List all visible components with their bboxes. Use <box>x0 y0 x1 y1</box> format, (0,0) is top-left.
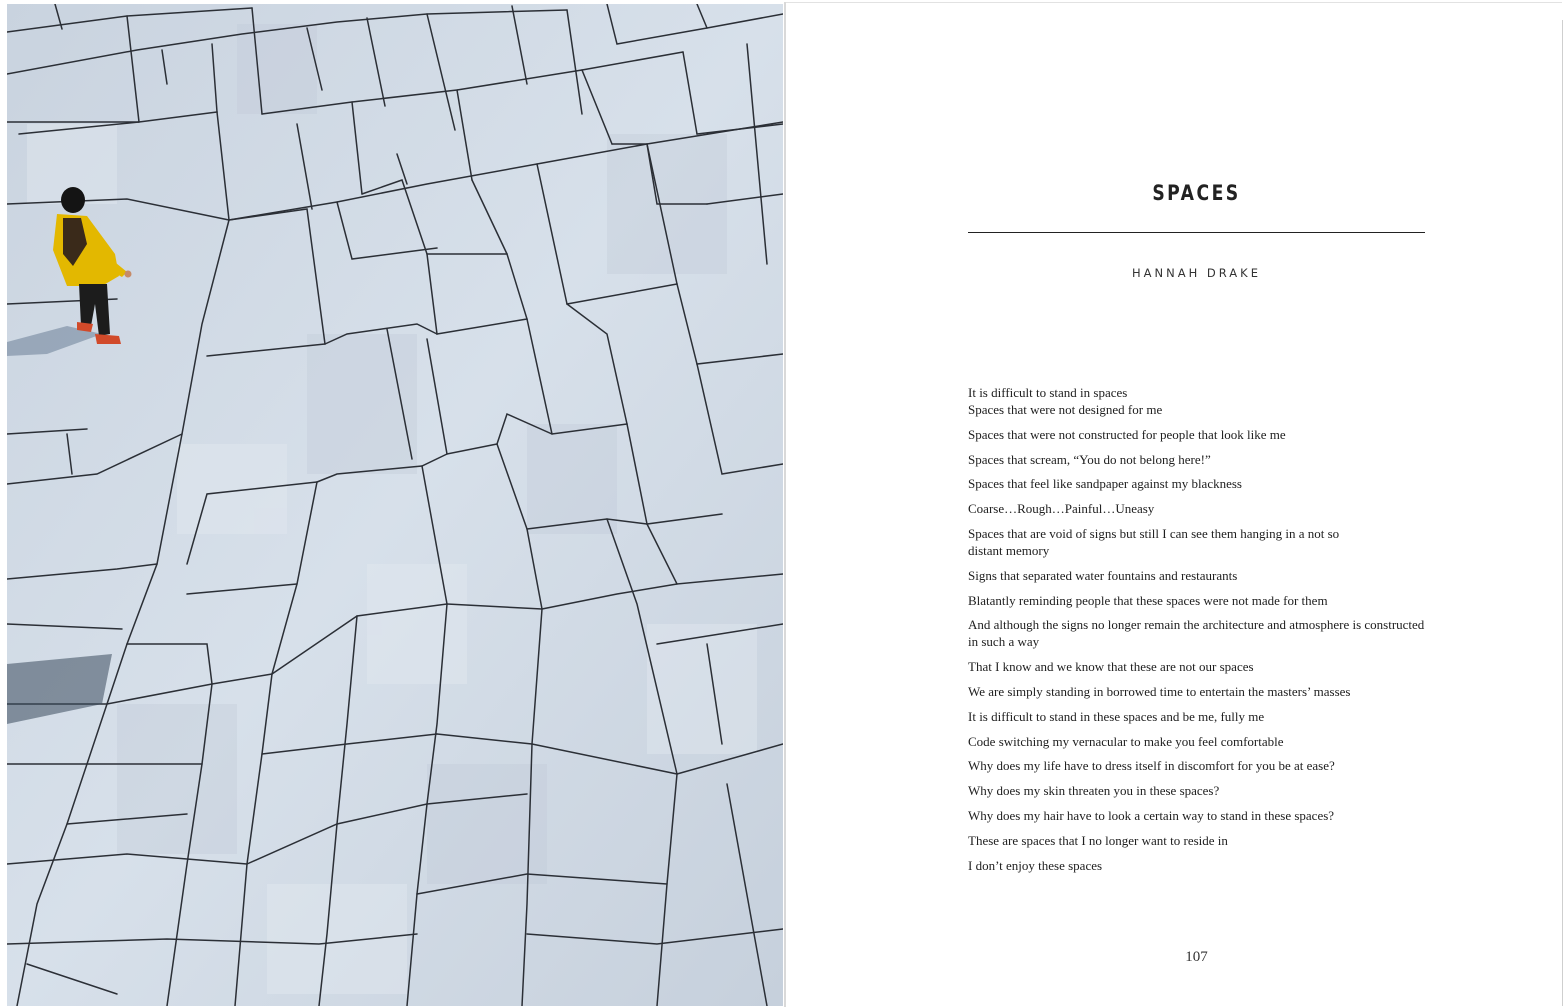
stanza <box>968 451 1430 468</box>
poem-line: It is difficult to stand in these spaces and be me, fully me <box>968 708 1265 724</box>
stanza <box>968 616 1430 650</box>
article-title: SPACES <box>1152 181 1241 205</box>
poem-line: Why does my skin threaten you in these spaces? <box>968 783 1220 799</box>
poem-line: Spaces that were not designed for me <box>968 402 1163 417</box>
stanza <box>968 857 1430 874</box>
poem-line: Why does my hair have to look a certain way to stand in these spaces? <box>968 807 1335 823</box>
stanza <box>968 567 1430 584</box>
stanza <box>968 525 1430 559</box>
stanza <box>968 683 1430 700</box>
poem-line: Coarse…Rough…Painful…Uneasy <box>968 501 1155 517</box>
stanza <box>968 592 1430 609</box>
poem-line: Spaces that scream, “You do not belong here!” <box>968 451 1211 467</box>
page-number: 107 <box>1185 949 1208 965</box>
poem-line: distant memory <box>968 542 1050 558</box>
stanza <box>968 500 1430 517</box>
poem-line: Spaces that were not constructed for people that look like me <box>968 426 1286 442</box>
poem-line: Blatantly reminding people that these spaces were not made for them <box>968 592 1328 608</box>
stanza <box>968 807 1430 824</box>
photo-page-left <box>7 4 783 1006</box>
title-rule <box>968 232 1425 233</box>
poem-line: And although the signs no longer remain the architecture and atmosphere is constructed <box>968 617 1425 633</box>
stanza <box>968 384 1430 418</box>
poem-line: Signs that separated water fountains and restaurants <box>968 567 1238 583</box>
poem-line: That I know and we know that these are not our spaces <box>968 659 1254 675</box>
poem-line: Spaces that are void of signs but still I can see them hanging in a not so <box>968 525 1340 541</box>
stanza <box>968 475 1430 492</box>
poem-body <box>968 384 1430 881</box>
stanza <box>968 782 1430 799</box>
stanza <box>968 832 1430 849</box>
poem-line: Code switching my vernacular to make you feel comfortable <box>968 733 1284 749</box>
stanza <box>968 708 1430 725</box>
poem-line: Why does my life have to dress itself in discomfort for you be at ease? <box>968 758 1335 774</box>
plaza-photo <box>7 4 783 1006</box>
stanza <box>968 733 1430 750</box>
stanza <box>968 757 1430 774</box>
poem-line: We are simply standing in borrowed time to entertain the masters’ masses <box>968 683 1351 699</box>
poem-line: in such a way <box>968 634 1040 650</box>
poem-line: Spaces that feel like sandpaper against my blackness <box>968 476 1242 492</box>
page-right-edge <box>1562 20 1563 1006</box>
poem-line: These are spaces that I no longer want to reside in <box>968 832 1228 848</box>
poem-line: It is difficult to stand in spaces <box>968 385 1128 400</box>
poem-line: I don’t enjoy these spaces <box>968 857 1103 873</box>
author-name: HANNAH DRAKE <box>1132 266 1261 280</box>
stanza <box>968 426 1430 443</box>
text-page-right <box>786 3 1562 1006</box>
stanza <box>968 658 1430 675</box>
